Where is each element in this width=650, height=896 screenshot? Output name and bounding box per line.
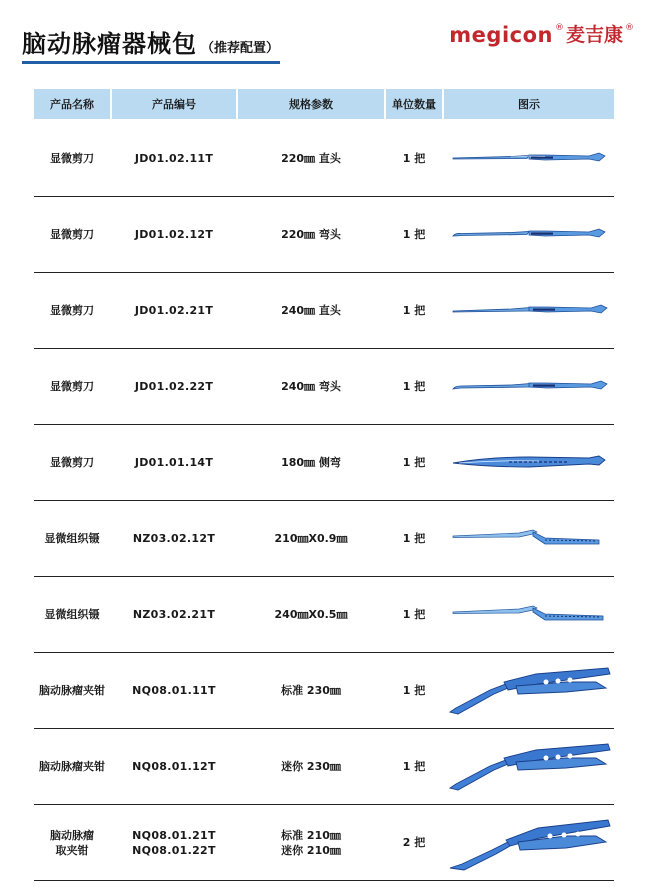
product-qty: 1 把: [402, 684, 426, 697]
product-code: JD01.02.22T: [134, 380, 214, 393]
product-qty: 1 把: [402, 304, 426, 317]
brand-logo: [449, 22, 636, 48]
registered-mark-2: ®: [625, 23, 634, 33]
product-code: JD01.02.12T: [134, 228, 214, 241]
product-spec: 标准 230㎜: [281, 684, 341, 697]
product-spec: 240㎜X0.5㎜: [274, 608, 348, 621]
product-code: JD01.02.21T: [134, 304, 214, 317]
product-name: 显微剪刀: [50, 228, 94, 241]
product-name: 脑动脉瘤夹钳: [39, 684, 105, 697]
table-row: [34, 805, 614, 881]
page-header: [0, 0, 650, 64]
product-name: 显微剪刀: [50, 304, 94, 317]
product-name-line-1: 脑动脉瘤: [50, 828, 94, 842]
product-spec: 240㎜ 直头: [281, 304, 341, 317]
product-name: 脑动脉瘤夹钳: [39, 760, 105, 773]
aneurysm-clip-remover-icon: [444, 805, 614, 880]
product-code: NQ08.01.11T: [132, 684, 216, 697]
product-name: 显微组织镊: [44, 608, 100, 621]
product-spec: [238, 805, 384, 880]
column-header-name: 产品名称: [34, 89, 110, 119]
product-spec: 220㎜ 直头: [281, 152, 341, 165]
product-spec-line-2: 迷你 210㎜: [281, 843, 341, 857]
product-table: [34, 89, 614, 881]
product-code: JD01.02.11T: [134, 152, 214, 165]
column-header-image: 图示: [444, 89, 614, 119]
product-spec: 240㎜ 弯头: [281, 380, 341, 393]
product-name: 显微剪刀: [50, 152, 94, 165]
brand-name-latin: megicon: [449, 23, 553, 47]
product-qty: 1 把: [402, 760, 426, 773]
aneurysm-clip-applier-icon: [444, 653, 614, 728]
table-row: [34, 577, 614, 653]
title-subtitle: （推荐配置）: [201, 41, 280, 56]
table-row: [34, 501, 614, 577]
product-name: 显微组织镊: [44, 532, 100, 545]
product-qty: 1 把: [402, 532, 426, 545]
product-name: 显微剪刀: [50, 456, 94, 469]
micro-tissue-forceps-icon: [444, 501, 614, 576]
product-qty: 2 把: [402, 836, 426, 849]
table-row: [34, 349, 614, 425]
registered-mark: ®: [554, 23, 564, 33]
table-row: [34, 729, 614, 805]
product-code: [112, 805, 236, 880]
product-code: NQ08.01.12T: [132, 760, 216, 773]
page-title: [22, 24, 279, 59]
product-name-line-2: 取夹钳: [55, 843, 89, 857]
product-spec: 180㎜ 侧弯: [281, 456, 341, 469]
product-qty: 1 把: [402, 152, 426, 165]
product-qty: 1 把: [402, 608, 426, 621]
product-spec-line-1: 标准 210㎜: [281, 828, 341, 842]
micro-scissors-curved-icon: [444, 197, 614, 272]
micro-scissors-curved-icon: [444, 349, 614, 424]
table-header-row: [34, 89, 614, 119]
product-code: JD01.01.14T: [134, 456, 214, 469]
table-row: [34, 197, 614, 273]
product-code: NZ03.02.21T: [132, 608, 216, 621]
micro-scissors-straight-icon: [444, 121, 614, 196]
column-header-spec: 规格参数: [238, 89, 384, 119]
micro-tissue-forceps-icon: [444, 577, 614, 652]
product-spec: 迷你 230㎜: [281, 760, 341, 773]
aneurysm-clip-applier-icon: [444, 729, 614, 804]
micro-scissors-side-curved-icon: [444, 425, 614, 500]
product-name: [34, 805, 110, 880]
product-qty: 1 把: [402, 228, 426, 241]
product-name: 显微剪刀: [50, 380, 94, 393]
table-row: [34, 121, 614, 197]
product-qty: 1 把: [402, 380, 426, 393]
table-row: [34, 425, 614, 501]
column-header-code: 产品编号: [112, 89, 236, 119]
product-qty: 1 把: [402, 456, 426, 469]
product-spec: 210㎜X0.9㎜: [274, 532, 348, 545]
title-underline: [22, 61, 280, 64]
product-spec: 220㎜ 弯头: [281, 228, 341, 241]
product-code-line-1: NQ08.01.21T: [132, 828, 216, 842]
micro-scissors-straight-icon: [444, 273, 614, 348]
table-row: [34, 653, 614, 729]
product-code: NZ03.02.12T: [132, 532, 216, 545]
column-header-qty: 单位数量: [386, 89, 442, 119]
title-text: 脑动脉瘤器械包: [22, 30, 197, 58]
table-row: [34, 273, 614, 349]
product-code-line-2: NQ08.01.22T: [132, 843, 216, 857]
brand-name-chinese: 麦吉康: [565, 24, 623, 46]
